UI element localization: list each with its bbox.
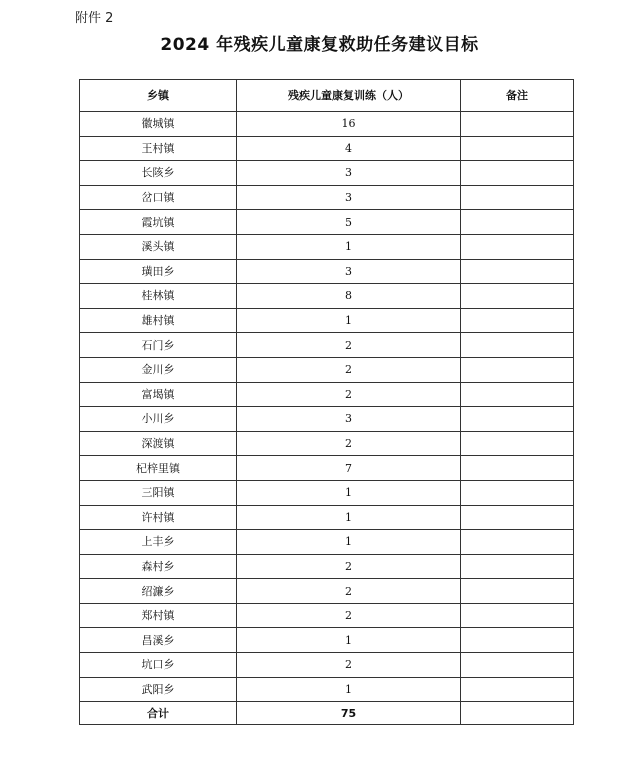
table-row: [80, 480, 574, 505]
count-cell: 1: [237, 308, 461, 333]
remark-cell: [461, 530, 574, 555]
remark-cell: [461, 628, 574, 653]
table-row: [80, 333, 574, 358]
town-cell: 岔口镇: [80, 185, 237, 210]
remark-cell: [461, 505, 574, 530]
table-row: [80, 161, 574, 186]
town-cell: 徽城镇: [80, 112, 237, 137]
town-cell: 小川乡: [80, 407, 237, 432]
count-cell: 3: [237, 161, 461, 186]
count-cell: 8: [237, 284, 461, 309]
town-cell: 霞坑镇: [80, 210, 237, 235]
table-row: [80, 530, 574, 555]
table-row: [80, 456, 574, 481]
total-count: 75: [237, 702, 461, 725]
remark-cell: [461, 259, 574, 284]
remark-cell: [461, 382, 574, 407]
count-cell: 2: [237, 357, 461, 382]
remark-cell: [461, 234, 574, 259]
table-header-row: [80, 80, 574, 112]
table-row: [80, 579, 574, 604]
town-cell: 深渡镇: [80, 431, 237, 456]
count-cell: 2: [237, 333, 461, 358]
table-row: [80, 210, 574, 235]
town-cell: 石门乡: [80, 333, 237, 358]
total-remark: [461, 702, 574, 725]
count-cell: 1: [237, 234, 461, 259]
count-cell: 2: [237, 382, 461, 407]
table-row: [80, 234, 574, 259]
count-cell: 1: [237, 677, 461, 702]
remark-cell: [461, 554, 574, 579]
count-cell: 4: [237, 136, 461, 161]
town-cell: 富堨镇: [80, 382, 237, 407]
remark-cell: [461, 185, 574, 210]
table-row: [80, 677, 574, 702]
count-cell: 1: [237, 530, 461, 555]
remark-cell: [461, 284, 574, 309]
count-cell: 1: [237, 480, 461, 505]
count-cell: 3: [237, 259, 461, 284]
town-cell: 长陔乡: [80, 161, 237, 186]
town-cell: 金川乡: [80, 357, 237, 382]
town-cell: 璜田乡: [80, 259, 237, 284]
town-cell: 三阳镇: [80, 480, 237, 505]
total-row: [80, 702, 574, 725]
remark-cell: [461, 161, 574, 186]
count-cell: 7: [237, 456, 461, 481]
count-cell: 2: [237, 554, 461, 579]
attachment-label: 附件 2: [75, 11, 114, 26]
remark-cell: [461, 677, 574, 702]
town-cell: 郑村镇: [80, 603, 237, 628]
table-row: [80, 112, 574, 137]
town-cell: 上丰乡: [80, 530, 237, 555]
town-cell: 绍濂乡: [80, 579, 237, 604]
total-label: 合计: [80, 702, 237, 725]
town-cell: 昌溪乡: [80, 628, 237, 653]
remark-cell: [461, 357, 574, 382]
table-row: [80, 308, 574, 333]
table-row: [80, 259, 574, 284]
town-cell: 杞梓里镇: [80, 456, 237, 481]
town-cell: 桂林镇: [80, 284, 237, 309]
column-header-town: 乡镇: [80, 80, 237, 112]
table-row: [80, 653, 574, 678]
remark-cell: [461, 603, 574, 628]
table-row: [80, 505, 574, 530]
remark-cell: [461, 136, 574, 161]
count-cell: 2: [237, 653, 461, 678]
remark-cell: [461, 431, 574, 456]
count-cell: 1: [237, 505, 461, 530]
remark-cell: [461, 579, 574, 604]
town-cell: 雄村镇: [80, 308, 237, 333]
table-row: [80, 284, 574, 309]
count-cell: 16: [237, 112, 461, 137]
town-cell: 溪头镇: [80, 234, 237, 259]
town-cell: 森村乡: [80, 554, 237, 579]
remark-cell: [461, 653, 574, 678]
table-row: [80, 382, 574, 407]
count-cell: 2: [237, 579, 461, 604]
remark-cell: [461, 480, 574, 505]
table-row: [80, 603, 574, 628]
town-cell: 坑口乡: [80, 653, 237, 678]
count-cell: 1: [237, 628, 461, 653]
table-row: [80, 185, 574, 210]
count-cell: 2: [237, 603, 461, 628]
count-cell: 3: [237, 407, 461, 432]
count-cell: 5: [237, 210, 461, 235]
town-cell: 王村镇: [80, 136, 237, 161]
table-row: [80, 431, 574, 456]
table-row: [80, 407, 574, 432]
targets-table: [79, 79, 574, 725]
count-cell: 2: [237, 431, 461, 456]
column-header-remark: 备注: [461, 80, 574, 112]
page-title: 2024 年残疾儿童康复救助任务建议目标: [160, 35, 479, 55]
town-cell: 许村镇: [80, 505, 237, 530]
count-cell: 3: [237, 185, 461, 210]
town-cell: 武阳乡: [80, 677, 237, 702]
table-row: [80, 554, 574, 579]
remark-cell: [461, 407, 574, 432]
column-header-count: 残疾儿童康复训练（人）: [237, 80, 461, 112]
table-row: [80, 628, 574, 653]
remark-cell: [461, 210, 574, 235]
remark-cell: [461, 333, 574, 358]
remark-cell: [461, 456, 574, 481]
table-row: [80, 357, 574, 382]
remark-cell: [461, 308, 574, 333]
remark-cell: [461, 112, 574, 137]
table-row: [80, 136, 574, 161]
